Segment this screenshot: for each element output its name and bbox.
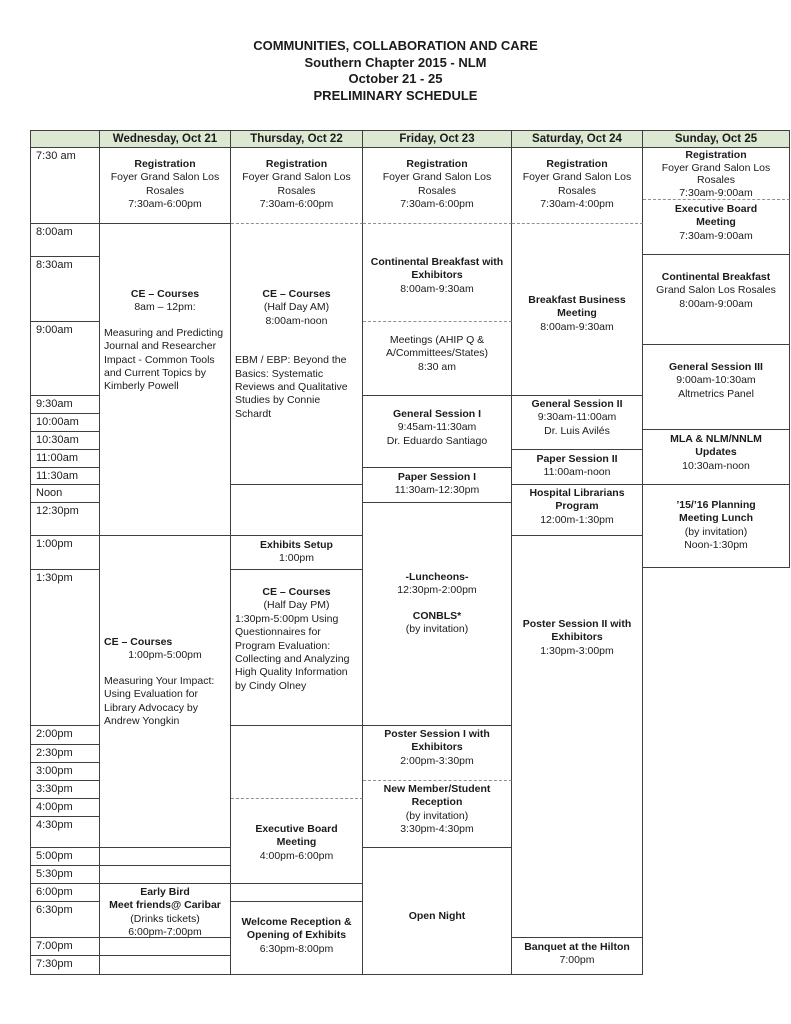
event-sun-general-session-3 <box>643 345 790 430</box>
event-thu-ce-courses-pm <box>231 570 363 726</box>
event-title: Paper Session II <box>536 453 618 465</box>
event-time: 10:30am-noon <box>682 459 750 472</box>
event-sat-poster-session-2 <box>512 536 643 938</box>
event-time: 8:00am-9:30am <box>400 282 474 295</box>
event-speaker: Dr. Eduardo Santiago <box>386 434 488 447</box>
event-thu-welcome-reception <box>231 902 363 975</box>
event-description: Measuring Your Impact: Using Evaluation for Library Advocacy by Andrew Yongkin <box>104 674 215 728</box>
event-title: Registration <box>265 158 328 170</box>
header-thursday: Thursday, Oct 22 <box>231 130 363 148</box>
spacer <box>100 315 230 327</box>
schedule-table <box>30 130 790 975</box>
time-label: 11:30am <box>30 468 100 485</box>
event-fri-paper-session-1 <box>363 468 512 503</box>
event-title: General Session I <box>392 408 482 420</box>
event-subtitle: Meet friends@ Caribar <box>109 899 221 912</box>
event-time: 9:30am-11:00am <box>537 411 617 424</box>
event-time: 12:00m-1:30pm <box>540 513 614 526</box>
event-venue: Foyer Grand Salon Los Rosales <box>661 161 771 186</box>
event-wed-ce-courses-pm <box>100 536 231 848</box>
event-thu-executive-board <box>231 799 363 884</box>
page-title-line: PRELIMINARY SCHEDULE <box>313 87 478 103</box>
header-saturday: Saturday, Oct 24 <box>512 130 643 148</box>
time-label: 8:30am <box>30 257 100 322</box>
event-venue: Foyer Grand Salon Los Rosales <box>242 171 351 197</box>
time-label: 4:00pm <box>30 799 100 817</box>
event-title: Early Bird <box>140 886 190 898</box>
event-title: Continental Breakfast with Exhibitors <box>370 256 504 282</box>
time-label: 6:00pm <box>30 884 100 902</box>
event-title: Continental Breakfast <box>661 271 771 283</box>
event-venue: Grand Salon Los Rosales <box>656 284 776 297</box>
event-fri-registration <box>363 148 512 224</box>
empty-cell <box>231 726 363 799</box>
spacer <box>363 598 511 610</box>
event-title: CE – Courses <box>262 586 331 598</box>
page-title-line: October 21 - 25 <box>348 71 443 86</box>
time-label: 2:30pm <box>30 745 100 763</box>
event-time: 7:30am-6:00pm <box>259 198 334 211</box>
event-fri-luncheons <box>363 503 512 726</box>
event-title: MLA & NLM/NNLM Updates <box>670 433 762 459</box>
event-fri-poster-session-1 <box>363 726 512 781</box>
event-description: EBM / EBP: Beyond the Basics: Systematic Reviews and Qualitative Studies by Connie Schardt <box>235 354 348 420</box>
page-title-line: Southern Chapter 2015 - NLM <box>304 54 487 70</box>
event-venue: Foyer Grand Salon Los Rosales <box>522 171 632 197</box>
header-sunday: Sunday, Oct 25 <box>643 130 790 148</box>
time-label: 3:00pm <box>30 763 100 781</box>
event-sun-continental-breakfast <box>643 255 790 345</box>
event-thu-ce-courses-am <box>231 224 363 485</box>
event-time: 2:00pm-3:30pm <box>400 754 474 767</box>
time-label: 8:00am <box>30 224 100 257</box>
empty-cell <box>231 485 363 536</box>
event-speaker: Dr. Luis Avilés <box>544 424 610 437</box>
empty-cell <box>100 956 231 975</box>
event-time: 8:30 am <box>418 360 456 373</box>
time-label: 1:00pm <box>30 536 100 570</box>
event-title: General Session II <box>531 398 623 410</box>
event-venue: Foyer Grand Salon Los Rosales <box>382 171 492 197</box>
event-time: 9:45am-11:30am <box>397 421 477 434</box>
event-time: 6:00pm-7:00pm <box>128 926 202 938</box>
event-wed-ce-courses-am <box>100 224 231 536</box>
event-title: Exhibits Setup <box>260 539 333 551</box>
event-title: Meetings (AHIP Q & A/Committees/States) <box>385 334 489 360</box>
time-label: Noon <box>30 485 100 503</box>
time-label: 3:30pm <box>30 781 100 799</box>
event-description: 1:30pm-5:00pm Using Questionnaires for Program Evaluation: Collecting and Analyzing High Quality Information by Cindy Olney <box>235 612 350 692</box>
event-time: 8am – 12pm: <box>134 301 196 314</box>
event-title: Welcome Reception & Opening of Exhibits <box>241 916 352 942</box>
event-time: 7:30am-9:00am <box>679 229 753 242</box>
event-time: 4:00pm-6:00pm <box>259 849 334 862</box>
spacer <box>231 328 362 354</box>
empty-cell <box>100 848 231 866</box>
event-fri-new-member-reception <box>363 781 512 848</box>
event-sun-executive-board <box>643 200 790 255</box>
spacer <box>100 663 230 675</box>
time-label: 9:30am <box>30 396 100 414</box>
time-label: 5:30pm <box>30 866 100 884</box>
event-title: Registration <box>685 149 747 161</box>
event-title: Hospital Librarians Program <box>529 487 625 513</box>
event-time: 1:00pm-5:00pm <box>128 649 202 662</box>
event-note: (Drinks tickets) <box>130 912 200 925</box>
time-label: 5:00pm <box>30 848 100 866</box>
event-title: Paper Session I <box>397 471 477 483</box>
event-description: Measuring and Predicting Journal and Researcher Impact - Common Tools and Current Topics by Kimberly Powell <box>104 326 224 393</box>
time-label: 7:30pm <box>30 956 100 975</box>
time-label: 7:00pm <box>30 938 100 956</box>
empty-cell <box>231 884 363 902</box>
header-wednesday: Wednesday, Oct 21 <box>100 130 231 148</box>
event-time: 8:00am-noon <box>265 314 328 327</box>
event-fri-general-session-1 <box>363 396 512 468</box>
time-label: 12:30pm <box>30 503 100 536</box>
event-title: Registration <box>406 158 468 170</box>
event-time: 9:00am-10:30am <box>676 374 756 387</box>
event-subtitle: CONBLS* <box>412 609 462 622</box>
event-time: 7:30am-9:00am <box>679 186 753 199</box>
event-sun-mla-updates <box>643 430 790 485</box>
page-title <box>0 38 791 104</box>
event-time: 7:30am-6:00pm <box>400 198 474 211</box>
time-label: 10:00am <box>30 414 100 432</box>
event-title: Poster Session I with Exhibitors <box>384 728 490 754</box>
time-label: 7:30 am <box>30 148 100 224</box>
event-title: Executive Board Meeting <box>255 823 338 849</box>
event-venue: Foyer Grand Salon Los Rosales <box>110 171 220 197</box>
empty-cell <box>100 866 231 884</box>
time-label: 4:30pm <box>30 817 100 848</box>
event-title: CE – Courses <box>130 288 200 300</box>
event-title: Registration <box>546 158 608 170</box>
time-label: 1:30pm <box>30 570 100 726</box>
event-title: Poster Session II with Exhibitors <box>522 618 632 644</box>
event-sat-breakfast-business <box>512 224 643 396</box>
event-time: 3:30pm-4:30pm <box>400 823 474 836</box>
event-title: ’15/’16 Planning Meeting Lunch <box>676 499 756 525</box>
event-title: General Session III <box>669 361 763 373</box>
event-sat-hospital-librarians <box>512 485 643 536</box>
event-sat-general-session-2 <box>512 396 643 450</box>
event-time: 1:00pm <box>278 552 315 565</box>
time-label: 6:30pm <box>30 902 100 938</box>
event-sat-banquet <box>512 938 643 975</box>
event-title: Banquet at the Hilton <box>524 941 630 953</box>
time-label: 11:00am <box>30 450 100 468</box>
event-fri-meetings <box>363 322 512 396</box>
time-label: 2:00pm <box>30 726 100 745</box>
event-time: 7:30am-6:00pm <box>128 198 202 211</box>
event-note: Altmetrics Panel <box>678 387 754 400</box>
event-title: CE – Courses <box>104 636 173 648</box>
event-title: CE – Courses <box>262 288 331 300</box>
event-wed-registration <box>100 148 231 224</box>
event-time: Noon-1:30pm <box>684 539 748 552</box>
event-time: 8:00am-9:30am <box>540 320 614 333</box>
header-time-cell <box>30 130 100 148</box>
event-note: (by invitation) <box>405 623 469 636</box>
event-title: Executive Board Meeting <box>674 203 758 229</box>
event-title: New Member/Student Reception <box>383 783 491 809</box>
event-subtitle: (Half Day PM) <box>263 599 330 612</box>
event-sun-planning-lunch <box>643 485 790 568</box>
event-time: 12:30pm-2:00pm <box>397 584 477 597</box>
event-time: 7:00pm <box>559 954 595 967</box>
event-time: 1:30pm-3:00pm <box>540 644 614 657</box>
event-subtitle: (Half Day AM) <box>263 301 330 314</box>
event-sun-registration <box>643 148 790 200</box>
time-label: 9:00am <box>30 322 100 396</box>
event-title: Open Night <box>408 910 466 922</box>
event-title: Breakfast Business Meeting <box>528 294 626 320</box>
event-thu-registration <box>231 148 363 224</box>
event-fri-continental-breakfast <box>363 224 512 322</box>
event-time: 11:00am-noon <box>543 466 611 479</box>
event-sat-paper-session-2 <box>512 450 643 485</box>
page-title-line: COMMUNITIES, COLLABORATION AND CARE <box>253 38 538 53</box>
event-time: 8:00am-9:00am <box>679 297 753 310</box>
empty-cell <box>100 938 231 956</box>
event-fri-open-night <box>363 848 512 975</box>
event-time: 7:30am-4:00pm <box>540 198 614 211</box>
event-time: 11:30am-12:30pm <box>394 484 480 497</box>
event-note: (by invitation) <box>684 525 748 538</box>
time-label: 10:30am <box>30 432 100 450</box>
event-title: -Luncheons- <box>405 571 469 583</box>
event-thu-exhibits-setup <box>231 536 363 570</box>
event-sat-registration <box>512 148 643 224</box>
header-friday: Friday, Oct 23 <box>363 130 512 148</box>
event-time: 6:30pm-8:00pm <box>259 942 334 955</box>
event-wed-early-bird <box>100 884 231 938</box>
event-note: (by invitation) <box>405 809 469 822</box>
event-title: Registration <box>134 158 196 170</box>
